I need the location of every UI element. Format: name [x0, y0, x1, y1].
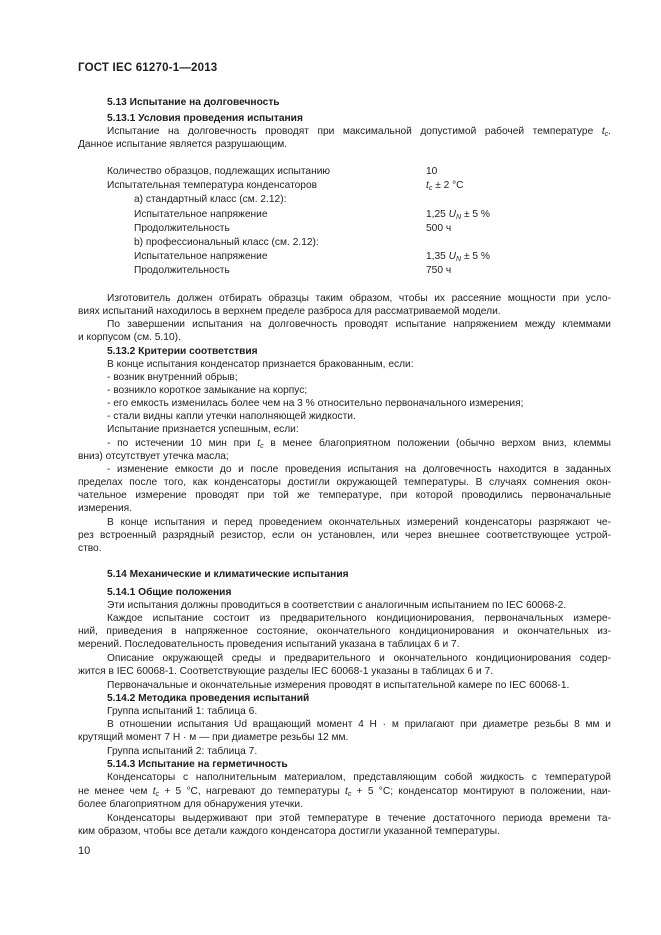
paragraph-line: Группа испытаний 1: таблица 6.	[107, 706, 258, 717]
paragraph-line: Эти испытания должны проводиться в соответствии с аналогичным испытанием по IEC 60068-2.	[107, 600, 567, 611]
list-item: измерения.	[78, 503, 133, 514]
paragraph-line: Конденсаторы выдерживают при этой температуре в течение достаточного периода времени та-	[107, 813, 611, 824]
list-item: - по истечении 10 мин при $t_c$ в менее благоприятном положении (обычно верхом вниз, клеммы	[107, 438, 611, 450]
list-item: чательное измерение проводят при той же температуре, при которой проводились первоначальные	[78, 490, 611, 501]
condition-value: 1,25 $U_N \pm 5$ %	[426, 209, 490, 221]
paragraph-line: рез встроенный разрядный резистор, если он установлен, или через внешнее соответствующее устрой-	[78, 530, 611, 541]
paragraph-line: не менее чем $t_c + 5$ °C, нагревают до температуры $t_c + 5$ °C; конденсатор монтируют в положении, наи-	[78, 786, 611, 798]
condition-label: Испытательное напряжение	[134, 209, 268, 220]
paragraph-line: Испытание на долговечность проводят при максимальной допустимой рабочей температуре $t_c$.	[107, 126, 611, 138]
condition-label: b) профессиональный класс (см. 2.12):	[134, 237, 319, 248]
list-item: - возник внутренний обрыв;	[107, 372, 238, 383]
paragraph-line: Изготовитель должен отбирать образцы таким образом, чтобы их рассеяние мощности при усло-	[107, 293, 611, 304]
subsection-5-13-1-title: 5.13.1 Условия проведения испытания	[107, 113, 303, 124]
paragraph-line: Данное испытание является разрушающим.	[78, 139, 288, 150]
list-item: вниз) отсутствует утечка масла;	[78, 451, 229, 462]
condition-label: Продолжительность	[134, 265, 230, 276]
paragraph-line: Группа испытаний 2: таблица 7.	[107, 746, 258, 757]
paragraph-line: Конденсаторы с наполнительным материалом, представляющим собой жидкость с температурой	[107, 772, 611, 783]
subsection-5-13-2-title: 5.13.2 Критерии соответствия	[107, 346, 258, 357]
list-item: - его емкость изменилась более чем на 3 % относительно первоначального измерения;	[107, 398, 524, 409]
paragraph-line: Каждое испытание состоит из предварительного кондиционирования, первоначальных измере-	[107, 613, 611, 624]
paragraph-line: более благоприятном для обнаружения утечки.	[78, 799, 303, 810]
condition-value: 500 ч	[426, 223, 452, 234]
paragraph-line: ство.	[78, 543, 102, 554]
paragraph-line: ний, приведения в напряженное состояние, окончательного кондиционирования и окончательных из-	[78, 626, 611, 637]
paragraph-line: Испытание признается успешным, если:	[107, 424, 299, 435]
list-item: - возникло короткое замыкание на корпус;	[107, 385, 308, 396]
paragraph-line: крутящий момент 7 Н · м — при диаметре резьбы 12 мм.	[78, 732, 349, 743]
paragraph-line: и корпусом (см. 5.10).	[78, 332, 181, 343]
list-item: пределах после того, как конденсаторы достигли окружающей температуры. В случаях сомнения окон-	[78, 477, 611, 488]
subsection-5-14-3-title: 5.14.3 Испытание на герметичность	[107, 759, 288, 770]
paragraph-line: По завершении испытания на долговечность проводят испытание напряжением между клеммами	[107, 319, 611, 330]
condition-label: Испытательная температура конденсаторов	[107, 180, 318, 191]
paragraph-line: ким образом, чтобы все детали каждого конденсатора достигли указанной температуры.	[78, 826, 500, 837]
paragraph-line: мерений. Последовательность проведения испытаний указана в таблицах 6 и 7.	[78, 639, 460, 650]
condition-label: Продолжительность	[134, 223, 230, 234]
subsection-5-14-2-title: 5.14.2 Методика проведения испытаний	[107, 693, 310, 704]
condition-label: Количество образцов, подлежащих испытанию	[107, 166, 331, 177]
condition-label: а) стандартный класс (см. 2.12):	[134, 194, 287, 205]
paragraph-line: жится в IEC 60068-1. Соответствующие разделы IEC 60068-1 указаны в таблицах 6 и 7.	[78, 666, 494, 677]
paragraph-line: Первоначальные и окончательные измерения проводят в испытательной камере по IEC 60068-1.	[107, 680, 570, 691]
paragraph-line: Описание окружающей среды и предварительного и окончательного кондиционирования содер-	[107, 653, 611, 664]
condition-label: Испытательное напряжение	[134, 251, 268, 262]
condition-value: 1,35 $U_N \pm 5$ %	[426, 251, 490, 263]
list-item: - стали видны капли утечки наполняющей жидкости.	[107, 411, 356, 422]
page-number: 10	[78, 845, 91, 857]
condition-value: 10	[426, 166, 438, 177]
condition-value: 750 ч	[426, 265, 452, 276]
paragraph-line: виях испытаний находилось в верхнем пределе разброса для рассматриваемой модели.	[78, 306, 501, 317]
section-5-13-title: 5.13 Испытание на долговечность	[107, 97, 280, 108]
paragraph-line: В конце испытания конденсатор признается бракованным, если:	[107, 359, 414, 370]
paragraph-line: В конце испытания и перед проведением окончательных измерений конденсаторы разряжают че-	[107, 517, 611, 528]
condition-value: $t_c \pm 2$ °C	[426, 180, 464, 192]
section-5-14-title: 5.14 Механические и климатические испытания	[107, 569, 349, 580]
document-header: ГОСТ IEC 61270-1—2013	[78, 62, 218, 74]
paragraph-line: В отношении испытания Ud вращающий момент 4 Н · м прилагают при диаметре резьбы 8 мм и	[107, 719, 611, 730]
subsection-5-14-1-title: 5.14.1 Общие положения	[107, 587, 232, 598]
list-item: - изменение емкости до и после проведения испытания на долговечность находится в заданных	[107, 464, 611, 475]
